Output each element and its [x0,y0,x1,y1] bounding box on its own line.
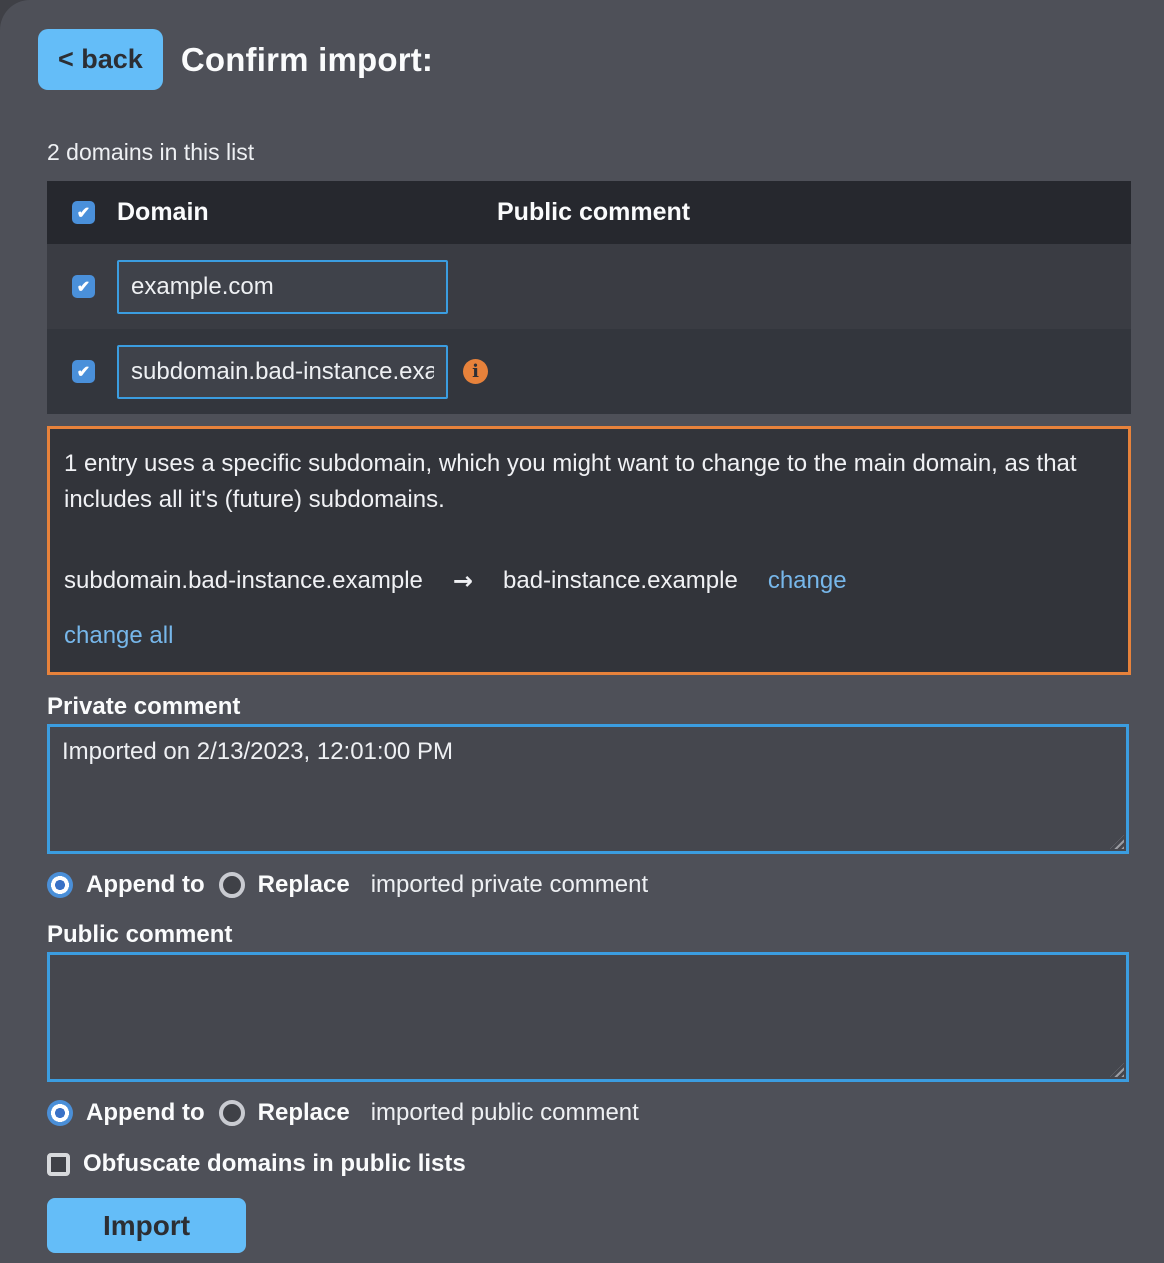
change-all-link[interactable]: change all [64,622,174,649]
import-button[interactable]: Import [47,1198,246,1253]
domains-table [47,181,1131,414]
private-comment-label: Private comment [47,693,241,720]
append-radio-label: Append to [86,1099,205,1126]
append-radio[interactable] [47,1100,73,1126]
row-checkbox-cell [72,275,117,298]
info-icon[interactable]: i [463,359,488,384]
replace-radio[interactable] [219,1100,245,1126]
obfuscate-label: Obfuscate domains in public lists [83,1150,466,1177]
select-all-cell [72,201,117,224]
options-suffix-text: imported public comment [370,1099,639,1126]
select-all-checkbox[interactable]: ✔ [72,201,95,224]
subdomain-warning-box [47,426,1131,675]
mapping-from-domain: subdomain.bad-instance.example [64,567,423,594]
row-checkbox[interactable]: ✔ [72,275,95,298]
replace-radio-label: Replace [257,1099,350,1126]
mapping-to-domain: bad-instance.example [503,567,738,594]
domain-input[interactable] [117,260,448,314]
replace-radio[interactable] [219,872,245,898]
change-link[interactable]: change [767,567,847,594]
table-row [47,329,1131,414]
table-header-row [47,181,1131,244]
append-radio[interactable] [47,872,73,898]
private-comment-options [47,871,1131,899]
domain-cell [117,260,497,314]
page-title: Confirm import: [180,40,434,78]
public-comment-wrap [47,952,1129,1082]
obfuscate-row [47,1150,1131,1178]
private-comment-textarea[interactable] [47,724,1129,854]
domain-mapping-row [64,567,1114,595]
row-checkbox[interactable]: ✔ [72,360,95,383]
private-comment-wrap [47,724,1129,854]
append-radio-label: Append to [86,871,205,898]
public-comment-options [47,1099,1131,1127]
replace-radio-label: Replace [257,871,350,898]
row-checkbox-cell [72,360,117,383]
table-row [47,244,1131,329]
page-header [38,29,1131,90]
public-comment-label: Public comment [47,921,233,948]
domain-input[interactable] [117,345,448,399]
column-header-public-comment: Public comment [497,198,691,226]
column-header-domain: Domain [117,198,209,226]
obfuscate-checkbox[interactable] [47,1153,70,1176]
warning-message: 1 entry uses a specific subdomain, which you might want to change to the main domain, as that includes all it's (future) subdomains. [64,450,1077,513]
arrow-right-icon: → [452,567,473,595]
domain-count-text: 2 domains in this list [47,139,255,165]
back-button[interactable]: < back [38,29,163,90]
options-suffix-text: imported private comment [370,871,649,898]
public-comment-textarea[interactable] [47,952,1129,1082]
domain-cell [117,345,497,399]
